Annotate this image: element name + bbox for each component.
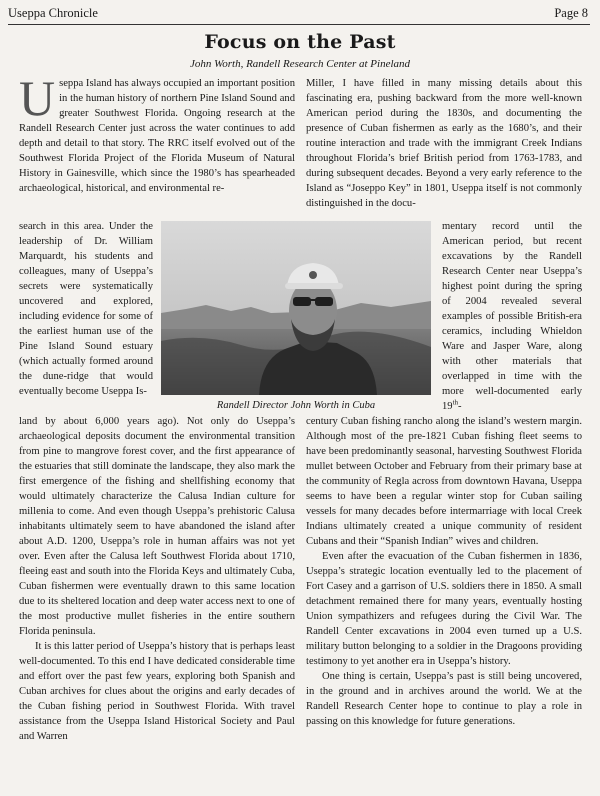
running-header <box>8 6 588 22</box>
right-paragraph-2: Even after the evacuation of the Cuban fishermen in 1836, Useppa’s strategic location eventually led to the placement of Fort Casey and a garrison of U.S. soldiers there in 1850. A small detachment remained there for many years, eventually hosting Union sympathizers and refugees during the Civil War. The Randell Center excavations in 2004 even turned up a U.S. military button belonging to a soldier in the Dragoons providing testimony to yet another era in Useppa’s history. <box>306 551 582 667</box>
right-paragraph-1-start: Miller, I have filled in many missing details about this fascinating era, pushing backward from the more well-known American period during the 1830s, and documenting the presence of Cuban fishermen as early as the 1680’s, and their routine interaction and trade with the immigrant Creek Indians throughout Florida’s brief British period from 1763-1783, and during subsequent decades. Beyond a very early reference to the Island as “Joseppo Key” in 1801, Useppa itself is not commonly distinguished in the docu- <box>306 78 582 209</box>
right-column-bottom <box>306 414 582 729</box>
left-paragraph-2: It is this latter period of Useppa’s history that is perhaps least well-documented. To this end I have dedicated considerable time and effort over the past few years, exploring both Spanish and Cuban archives for clues about the origins and early decades of the Cuban fishing period in Southwest Florida. With travel assistance from the Useppa Island Historical Society and Paul and Warren <box>19 641 295 742</box>
article-photo <box>161 221 431 395</box>
article-title: Focus on the Past <box>204 31 396 53</box>
left-paragraph-1-end: land by about 6,000 years ago). Not only do Useppa’s archaeological deposits document the environmental transition from pine to mangrove forest cover, and the first appearance of the estuaries that still dominate the landscape, they also mark the first emergence of the fishing and shellfishing economy that would ultimately characterize the Calusa Indian culture for millenia to come. And even though Useppa’s prehistoric Calusa inhabitants ultimately seem to have abandoned the island after about A.D. 1200, Useppa’s role in human affairs was not yet over. Even after the Calusa left Southwest Florida about 1710, fleeing east and south into the Florida Keys and ultimately Cuba, Cuban fishermen were eventually drawn to this same location due to its sheltered location and deep water access next to one of the most productive mullet fisheries in the entire southern Florida peninsula. <box>19 416 295 637</box>
right-paragraph-3: One thing is certain, Useppa’s past is still being uncovered, in the ground and in archives around the world. We at the Randell Research Center hope to continue to play a role in passing on this knowledge for future generations. <box>306 671 582 727</box>
right-paragraph-1-middle: mentary record until the American period, but recent excavations by the Randell Research Center near Useppa’s highest point during the spring of 2004 revealed several examples of possible British-era ceramics, including Whieldon Ware and Jasper Ware, along with other materials that overlapped in time with the more well-documented early 19th- <box>442 221 582 412</box>
right-column-top <box>306 76 582 211</box>
publication-name: Useppa Chronicle <box>8 6 98 20</box>
left-column-narrow <box>19 219 153 399</box>
left-column-top <box>19 70 295 196</box>
right-paragraph-1-end: century Cuban fishing rancho along the island’s western margin. Although most of the pre-1821 Cuban fishing fleet seems to have been predominantly seasonal, harvesting Southwest Florida mullet between October and February from their primary base at the community of Regla across from downtown Havana, Useppa seems to have been a regular winter stop for Cuban sailing vessels for many decades before intermarriage with local Creek Indians ultimately created a unique community of resident Cubans and their “Spanish Indian” wives and children. <box>306 416 582 547</box>
photo-caption: Randell Director John Worth in Cuba <box>216 400 376 411</box>
right-column-narrow <box>442 219 582 414</box>
left-column-bottom <box>19 414 295 744</box>
portrait-photo <box>161 221 431 395</box>
header-rule <box>8 24 590 25</box>
left-paragraph-1-middle: search in this area. Under the leadership of Dr. William Marquardt, his students and colleagues, many of Useppa’s secrets were systematically uncovered and explored, including evidence for some of the earliest human use of the Pine Island Sound estuary (which actually formed around the dune-ridge that would eventually become Useppa Is- <box>19 221 153 397</box>
page-number: Page 8 <box>554 6 588 20</box>
left-paragraph-1-start: seppa Island has always occupied an important position in the human history of northern Pine Island Sound and greater Southwest Florida. Ongoing research at the Randell Research Center just across the water continues to add depth and detail to that story. The RRC itself evolved out of the Southwest Florida Project of the Florida Museum of Natural History in Gainesville, which since the 1980’s has spearheaded archaeological, historical, and environmental re- <box>19 78 295 194</box>
drop-cap: U <box>19 70 56 126</box>
article-byline: John Worth, Randell Research Center at Pineland <box>189 58 411 70</box>
